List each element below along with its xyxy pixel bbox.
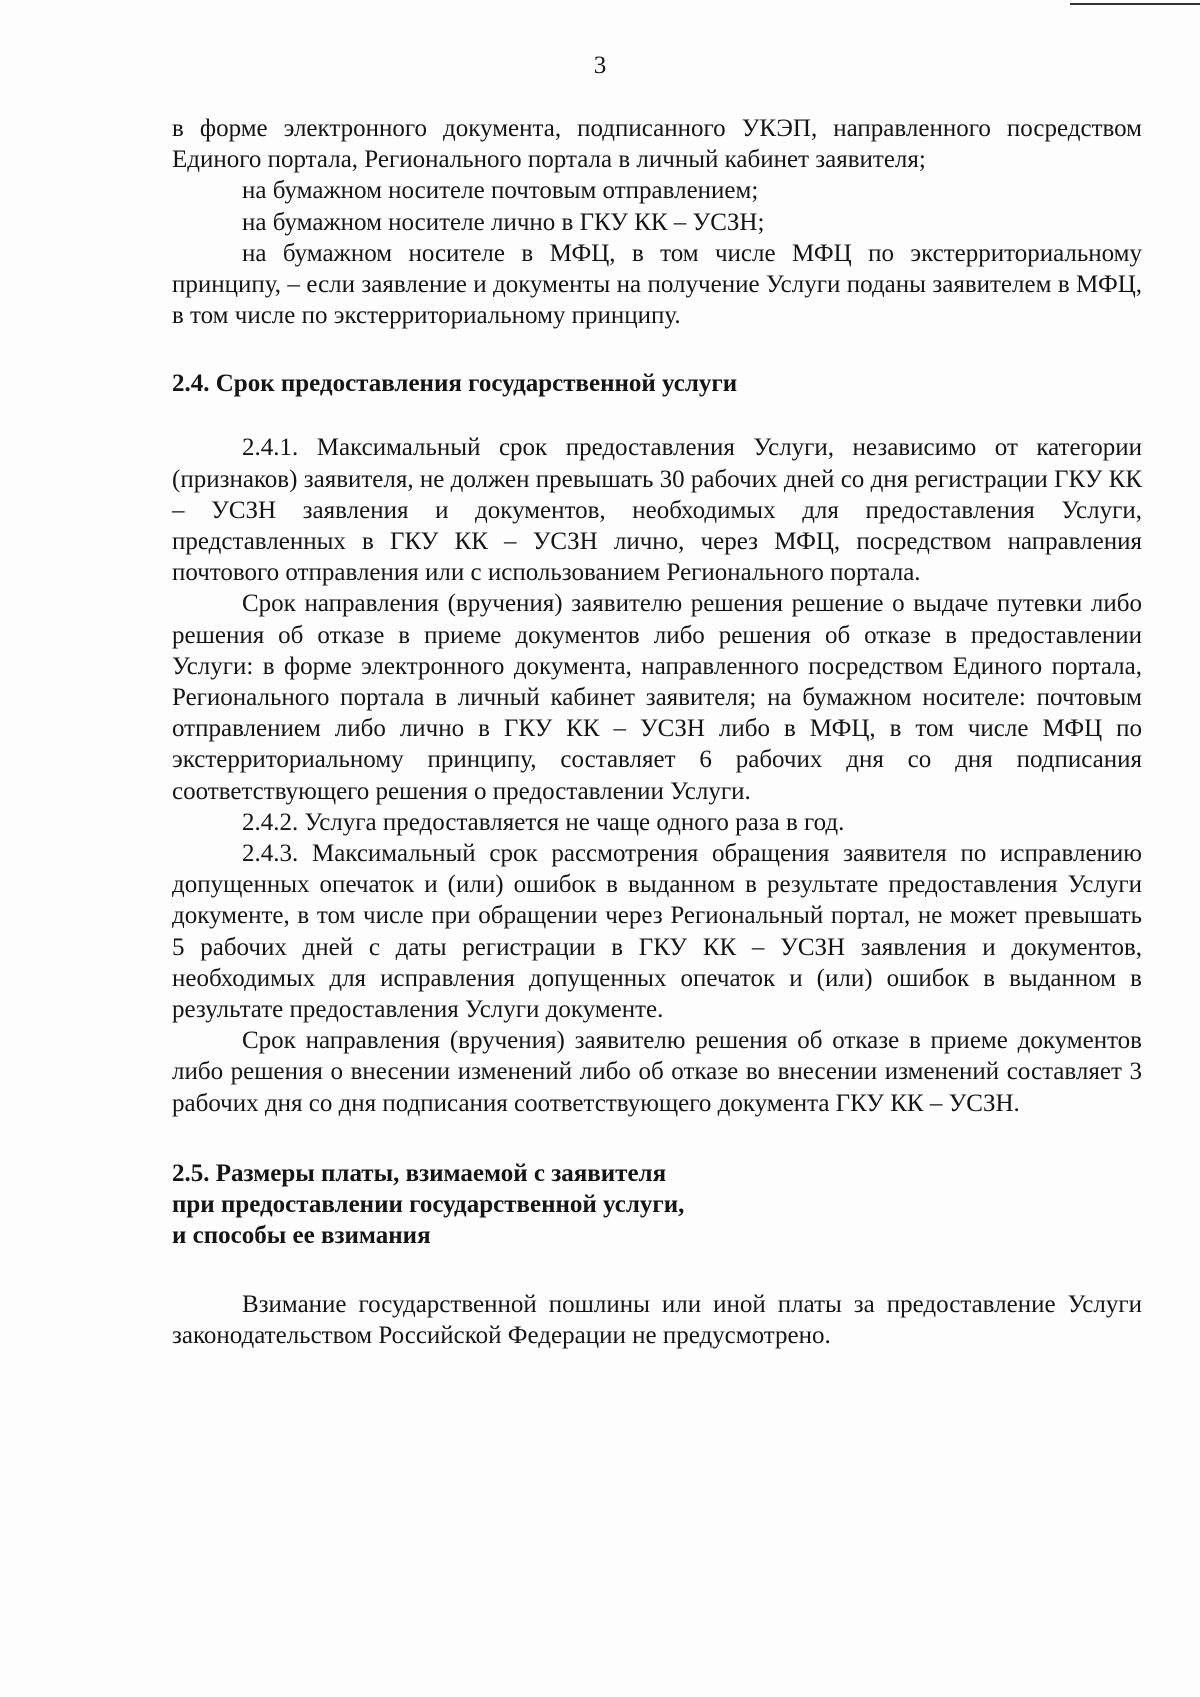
list-item: на бумажном носителе почтовым отправлением;: [242, 177, 759, 205]
list-item: в форме электронного документа, подписанного УКЭП, направленного посредством Единого портала, Регионального портала в личный кабинет заявителя;: [172, 115, 1142, 174]
paragraph-2-4-3: 2.4.3. Максимальный срок рассмотрения обращения заявителя по исправлению допущенных опечаток и (или) ошибок в выданном в результате предоставления Услуги документе, в том числе при обращении через Региональный портал, не может превышать 5 рабочих дней с даты регистрации в ГКУ КК – УСЗН заявления и документов, необходимых для исправления допущенных опечаток и (или) ошибок в выданном в результате предоставления Услуги документе.: [172, 840, 1142, 1024]
heading-line: 2.5. Размеры платы, взимаемой с заявителя: [172, 1159, 667, 1187]
page-number: 3: [593, 52, 607, 79]
list-item: на бумажном носителе в МФЦ, в том числе МФЦ по экстерриториальному принципу, – если заявление и документы на получение Услуги поданы заявителем в МФЦ, в том числе по экстерриториальному принципу.: [172, 239, 1142, 330]
paragraph-fee: Взимание государственной пошлины или иной платы за предоставление Услуги законодательством Российской Федерации не предусмотрено.: [172, 1290, 1142, 1350]
section-heading-2-5: [172, 1158, 1142, 1251]
document-body: [172, 113, 1142, 1351]
section-heading-2-4: 2.4. Срок предоставления государственной услуги: [172, 370, 738, 398]
paragraph-refusal-term: Срок направления (вручения) заявителю решения об отказе в приеме документов либо решения о внесении изменений либо об отказе во внесении изменений составляет 3 рабочих дня со дня подписания соответствующего документа ГКУ КК – УСЗН.: [172, 1027, 1142, 1117]
list-item: на бумажном носителе лично в ГКУ КК – УСЗН;: [242, 208, 765, 236]
heading-line: при предоставлении государственной услуги,: [172, 1190, 685, 1218]
paragraph-2-4-1: 2.4.1. Максимальный срок предоставления Услуги, независимо от категории (признаков) заявителя, не должен превышать 30 рабочих дней со дня регистрации ГКУ КК – УСЗН заявления и документов, необходимых для предоставления Услуги, представленных в ГКУ КК – УСЗН лично, через МФЦ, посредством направления почтового отправления или с использованием Регионального портала.: [172, 434, 1142, 587]
heading-line: и способы ее взимания: [172, 1221, 431, 1249]
paragraph-delivery-term: Срок направления (вручения) заявителю решения решение о выдаче путевки либо решения об отказе в приеме документов либо решения об отказе в предоставлении Услуги: в форме электронного документа, направленного посредством Единого портала, Регионального портала в личный кабинет заявителя; на бумажном носителе: почтовым отправлением либо лично в ГКУ КК – УСЗН либо в МФЦ, в том числе МФЦ по экстерриториальному принципу, составляет 6 рабочих дня со дня подписания соответствующего решения о предоставлении Услуги.: [172, 590, 1142, 805]
scan-edge-mark: [1070, 3, 1200, 5]
paragraph-2-4-2: 2.4.2. Услуга предоставляется не чаще одного раза в год.: [242, 808, 845, 836]
